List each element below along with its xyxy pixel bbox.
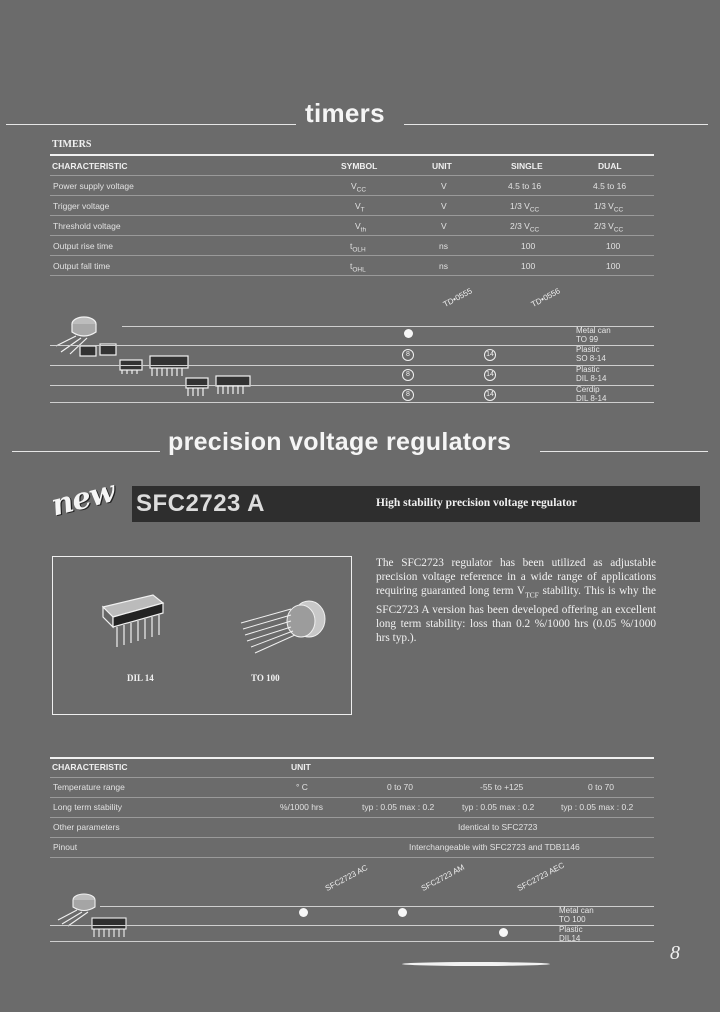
row-unit: V	[441, 181, 447, 191]
row-symbol: $t_{OLH}$	[350, 241, 366, 254]
row-name: Output rise time	[53, 241, 113, 251]
row-name: Power supply voltage	[53, 181, 134, 191]
section-rule-right	[540, 451, 708, 452]
package-rule	[50, 402, 654, 403]
package-label: Cerdip DIL 8-14	[576, 385, 607, 403]
row-symbol: $t_{OHL}$	[350, 261, 366, 274]
new-badge: new	[47, 474, 119, 524]
package-label: Metal can TO 99	[576, 326, 611, 344]
pin-count-badge: 14	[484, 389, 496, 401]
part-number-label: SFC2723 AM	[419, 862, 467, 893]
row-name: Output fall time	[53, 261, 111, 271]
row-divider	[50, 837, 654, 838]
row-divider	[50, 195, 654, 196]
availability-dot	[299, 908, 308, 917]
package-illustration	[52, 892, 142, 944]
table-top-rule	[50, 757, 654, 759]
image-label-dil14: DIL 14	[127, 673, 154, 683]
section-rule-left	[6, 124, 296, 125]
package-label: Plastic DIL 8-14	[576, 365, 607, 383]
row-value: Interchangeable with SFC2723 and TDB1146	[409, 842, 580, 852]
pin-count-badge: 14	[484, 349, 496, 361]
row-divider	[50, 235, 654, 236]
part-number-label: TD•0556	[529, 286, 562, 309]
row-divider	[50, 797, 654, 798]
footer-swoosh	[402, 962, 550, 966]
page-number: 8	[670, 942, 680, 964]
table-top-rule	[50, 154, 654, 156]
pin-count-badge: 8	[402, 349, 414, 361]
row-value: 0 to 70	[387, 782, 413, 792]
section-title-timers: timers	[305, 98, 385, 128]
row-name: Pinout	[53, 842, 78, 852]
row-name: Trigger voltage	[53, 201, 110, 211]
row-divider	[50, 175, 654, 176]
header-characteristic: CHARACTERISTIC	[52, 762, 128, 772]
row-divider	[50, 215, 654, 216]
row-divider	[50, 857, 654, 858]
part-number-label: SFC2723 AEC	[515, 860, 566, 893]
row-value: Identical to SFC2723	[458, 822, 538, 832]
row-single: 4.5 to 16	[508, 181, 542, 191]
availability-dot	[398, 908, 407, 917]
row-divider	[50, 817, 654, 818]
row-value: typ : 0.05 max : 0.2	[362, 802, 435, 812]
row-single: 1/3 $V_{CC}$	[510, 201, 540, 214]
pin-count-badge: 8	[402, 389, 414, 401]
header-characteristic: CHARACTERISTIC	[52, 161, 128, 171]
pin-count-badge: 14	[484, 369, 496, 381]
row-value: typ : 0.05 max : 0.2	[462, 802, 535, 812]
package-rule	[50, 385, 654, 386]
product-banner	[132, 486, 700, 522]
row-dual: 100	[606, 241, 621, 251]
row-symbol: $V_T$	[355, 201, 365, 214]
dil14-illustration	[93, 587, 233, 667]
to100-illustration	[221, 593, 341, 673]
row-single: 100	[521, 241, 536, 251]
row-dual: 1/3 $V_{CC}$	[594, 201, 624, 214]
package-label: Plastic DIL14	[559, 925, 583, 943]
header-dual: DUAL	[598, 161, 622, 171]
product-tagline: High stability precision voltage regulator	[376, 497, 577, 509]
row-name: Long term stability	[53, 802, 122, 812]
row-name: Threshold voltage	[53, 221, 121, 231]
section-rule-left	[12, 451, 160, 452]
part-number-label: SFC2723 AC	[323, 863, 370, 893]
row-unit: ns	[439, 241, 448, 251]
package-illustration	[50, 310, 260, 405]
row-unit: V	[441, 221, 447, 231]
row-single: 2/3 $V_{CC}$	[510, 221, 540, 234]
row-unit: ° C	[296, 782, 308, 792]
header-unit: UNIT	[432, 161, 452, 171]
row-name: Temperature range	[53, 782, 125, 792]
availability-dot	[404, 329, 413, 338]
row-divider	[50, 255, 654, 256]
header-symbol: SYMBOL	[341, 161, 378, 171]
image-label-to100: TO 100	[251, 673, 280, 683]
table-title: TIMERS	[52, 139, 92, 150]
row-unit: %/1000 hrs	[280, 802, 323, 812]
row-divider	[50, 275, 654, 276]
row-symbol: $V_{CC}$	[351, 181, 367, 194]
row-dual: 100	[606, 261, 621, 271]
row-value: typ : 0.05 max : 0.2	[561, 802, 634, 812]
package-label: Plastic SO 8-14	[576, 345, 606, 363]
availability-dot	[499, 928, 508, 937]
pin-count-badge: 8	[402, 369, 414, 381]
header-unit: UNIT	[291, 762, 311, 772]
row-unit: ns	[439, 261, 448, 271]
product-description: The SFC2723 regulator has been utilized as adjustable precision voltage reference in a wide range of applications requiring guaranted long term $V_{TCF}$ stability. This is why the SFC2723 A version has been developed offering an excellent long term stability: loss than 0.2 %/1000 hrs (0.05 %/1000 hrs typ.).	[376, 557, 656, 645]
product-name: SFC2723 A	[136, 490, 265, 517]
row-name: Other parameters	[53, 822, 120, 832]
row-dual: 4.5 to 16	[593, 181, 627, 191]
package-rule	[50, 365, 654, 366]
row-divider	[50, 777, 654, 778]
row-symbol: $V_{th}$	[355, 221, 367, 234]
header-single: SINGLE	[511, 161, 543, 171]
row-value: -55 to +125	[480, 782, 524, 792]
package-rule	[122, 326, 654, 327]
package-label: Metal can TO 100	[559, 906, 594, 924]
section-title-regulators: precision voltage regulators	[168, 428, 512, 456]
part-number-label: TD•0555	[441, 286, 474, 309]
row-dual: 2/3 $V_{CC}$	[594, 221, 624, 234]
row-value: 0 to 70	[588, 782, 614, 792]
row-unit: V	[441, 201, 447, 211]
row-single: 100	[521, 261, 536, 271]
package-rule	[50, 345, 654, 346]
section-rule-right	[404, 124, 708, 125]
product-image-box	[52, 556, 352, 715]
